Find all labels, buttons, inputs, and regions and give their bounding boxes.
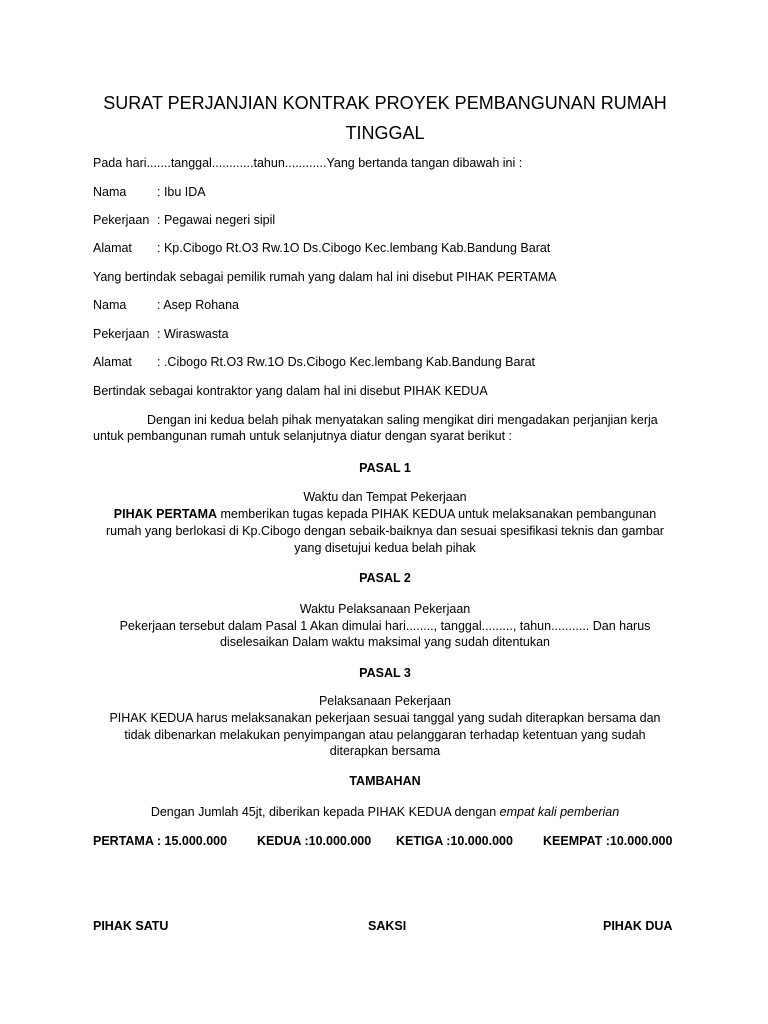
document-title: SURAT PERJANJIAN KONTRAK PROYEK PEMBANGUNAN RUMAH TINGGAL — [103, 93, 667, 143]
pasal3-line3: diterapkan bersama — [329, 744, 441, 758]
payment-first: PERTAMA : 15.000.000 — [93, 834, 228, 848]
party1-name-row — [93, 184, 206, 200]
tambahan-text-italic: empat kali pemberian — [499, 805, 620, 819]
pasal3-line2: tidak dibenarkan melakukan penyimpangan atau pelanggaran terhadap ketentuan yang sudah — [124, 728, 646, 742]
opening-line: Pada hari.......tanggal............tahun............Yang bertanda tangan dibawah ini : — [93, 156, 523, 170]
pasal1-subheading: Waktu dan Tempat Pekerjaan — [303, 490, 467, 504]
pasal2-subheading: Waktu Pelaksanaan Pekerjaan — [299, 602, 471, 616]
signature-saksi: SAKSI — [368, 919, 407, 933]
party2-name-row — [93, 297, 239, 313]
signature-pihak-satu: PIHAK SATU — [93, 919, 169, 933]
party1-name-value: : Ibu IDA — [157, 185, 206, 199]
party2-job-row — [93, 326, 229, 342]
payment-second: KEDUA :10.000.000 — [257, 834, 372, 848]
pasal3-heading: PASAL 3 — [359, 666, 411, 680]
pasal2-line2: diselesaikan Dalam waktu maksimal yang sudah ditentukan — [219, 635, 551, 649]
pasal2-line1: Pekerjaan tersebut dalam Pasal 1 Akan dimulai hari........, tanggal........., tahun........... Dan harus — [119, 619, 651, 633]
party2-address-label: Alamat — [93, 355, 132, 369]
pasal1-line1 — [90, 506, 680, 522]
pasal3-subheading: Pelaksanaan Pekerjaan — [318, 694, 452, 708]
party2-role-text: Bertindak sebagai kontraktor yang dalam hal ini disebut — [93, 384, 401, 398]
party1-role — [93, 269, 556, 285]
party2-role — [93, 383, 488, 399]
party2-name-value: : Asep Rohana — [157, 298, 240, 312]
tambahan-text-start: Dengan Jumlah 45jt, diberikan kepada PIHAK KEDUA dengan — [150, 805, 500, 819]
party1-name-label: Nama — [93, 185, 127, 199]
party1-role-text: Yang bertindak sebagai pemilik rumah yang dalam hal ini disebut — [93, 270, 453, 284]
pasal1-heading: PASAL 1 — [359, 461, 411, 475]
pasal1-line3: yang disetujui kedua belah pihak — [294, 541, 476, 555]
tambahan-heading: TAMBAHAN — [349, 774, 421, 788]
party1-address-row — [93, 240, 550, 256]
intro-paragraph: Dengan ini kedua belah pihak menyatakan saling mengikat diri mengadakan perjanjian kerja untuk pembangunan rumah untuk selanjutnya diatur dengan syarat berikut : — [93, 413, 658, 443]
payment-fourth: KEEMPAT :10.000.000 — [543, 834, 673, 848]
party1-role-name: PIHAK PERTAMA — [456, 270, 557, 284]
pasal3-line1 — [90, 710, 680, 726]
pasal1-line1-end: untuk melaksanakan pembangunan — [454, 507, 657, 521]
party2-role-name: PIHAK KEDUA — [403, 384, 488, 398]
pasal2-heading: PASAL 2 — [359, 571, 411, 585]
pasal3-line1-rest: harus melaksanakan pekerjaan sesuai tanggal yang sudah diterapkan bersama dan — [192, 711, 661, 725]
party1-address-value: : Kp.Cibogo Rt.O3 Rw.1O Ds.Cibogo Kec.lembang Kab.Bandung Barat — [157, 241, 551, 255]
tambahan-text — [90, 804, 680, 820]
pasal1-line2: rumah yang berlokasi di Kp.Cibogo dengan sebaik-baiknya dan sesuai spesifikasi teknis dan gambar — [106, 524, 664, 538]
pasal3-party: PIHAK KEDUA — [109, 711, 193, 725]
party2-name-label: Nama — [93, 298, 127, 312]
pasal1-party-second: PIHAK KEDUA — [371, 507, 455, 521]
party2-job-value: : Wiraswasta — [157, 327, 229, 341]
payment-third: KETIGA :10.000.000 — [396, 834, 513, 848]
party2-job-label: Pekerjaan — [93, 327, 150, 341]
party1-address-label: Alamat — [93, 241, 132, 255]
signature-pihak-dua: PIHAK DUA — [603, 919, 673, 933]
party1-job-value: : Pegawai negeri sipil — [157, 213, 276, 227]
party2-address-value: : .Cibogo Rt.O3 Rw.1O Ds.Cibogo Kec.lembang Kab.Bandung Barat — [157, 355, 535, 369]
party1-job-label: Pekerjaan — [93, 213, 150, 227]
pasal1-line1-mid: memberikan tugas kepada — [217, 507, 372, 521]
party2-address-row — [93, 354, 535, 370]
pasal1-party-first: PIHAK PERTAMA — [113, 507, 218, 521]
party1-job-row — [93, 212, 275, 228]
